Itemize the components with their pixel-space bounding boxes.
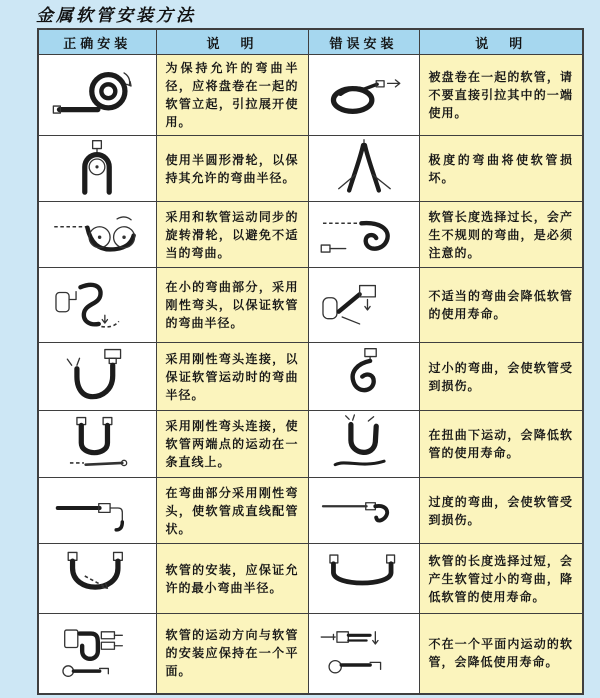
out-of-plane-motion-icon bbox=[316, 623, 412, 679]
table-row bbox=[38, 411, 583, 478]
excessive-bend-icon bbox=[316, 480, 412, 536]
improper-bend-icon bbox=[316, 275, 412, 331]
rigid-elbow-connection-icon bbox=[49, 346, 145, 402]
out-of-plane-motion-icon bbox=[316, 623, 412, 679]
correct-image-cell bbox=[38, 478, 156, 544]
wrong-image-cell bbox=[308, 268, 419, 343]
twisted-motion-icon bbox=[316, 414, 412, 470]
table-row bbox=[38, 202, 583, 268]
endpoints-inline-icon bbox=[49, 414, 145, 470]
coiled-hose-standing-icon bbox=[49, 65, 145, 121]
correct-image-cell bbox=[38, 614, 156, 694]
col-header-wrong-description: 说 明 bbox=[419, 29, 583, 55]
wrong-description: 软管的长度选择过短，会产生软管过小的弯曲，降低软管的使用寿命。 bbox=[419, 544, 583, 614]
wrong-image-cell bbox=[308, 411, 419, 478]
wrong-description: 软管长度选择过长，会产生不规则的弯曲，是必须注意的。 bbox=[419, 202, 583, 268]
too-small-bend-icon bbox=[316, 346, 412, 402]
rigid-elbow-connection-icon bbox=[49, 346, 145, 402]
endpoints-inline-icon bbox=[49, 414, 145, 470]
correct-image-cell bbox=[38, 268, 156, 343]
wrong-description: 被盘卷在一起的软管，请不要直接引拉其中的一端使用。 bbox=[419, 55, 583, 136]
wrong-description: 不适当的弯曲会降低软管的使用寿命。 bbox=[419, 268, 583, 343]
correct-image-cell bbox=[38, 343, 156, 411]
col-header-wrong-install: 错误安装 bbox=[308, 29, 419, 55]
correct-image-cell bbox=[38, 55, 156, 136]
col-header-correct-description: 说 明 bbox=[156, 29, 308, 55]
table-row bbox=[38, 614, 583, 694]
straight-piping-icon bbox=[49, 480, 145, 536]
extreme-bend-icon bbox=[316, 138, 412, 194]
same-plane-motion-icon bbox=[49, 623, 145, 679]
table-header-row bbox=[38, 29, 583, 55]
wrong-description: 过度的弯曲，会使软管受到损伤。 bbox=[419, 478, 583, 544]
correct-description: 为保持允许的弯曲半径，应将盘卷在一起的软管立起，引拉展开使用。 bbox=[156, 55, 308, 136]
page-title: 金属软管安装方法 bbox=[36, 6, 196, 26]
wrong-image-cell bbox=[308, 343, 419, 411]
wrong-image-cell bbox=[308, 614, 419, 694]
correct-description: 使用半圆形滑轮，以保持其允许的弯曲半径。 bbox=[156, 136, 308, 202]
table-body bbox=[38, 55, 583, 694]
correct-description: 采用刚性弯头连接，使软管两端点的运动在一条直线上。 bbox=[156, 411, 308, 478]
correct-image-cell bbox=[38, 202, 156, 268]
too-small-bend-icon bbox=[316, 346, 412, 402]
wrong-description: 极度的弯曲将使软管损坏。 bbox=[419, 136, 583, 202]
col-header-correct-install: 正确安装 bbox=[38, 29, 156, 55]
synchronized-pulley-icon bbox=[49, 204, 145, 260]
correct-description: 采用刚性弯头连接，以保证软管运动时的弯曲半径。 bbox=[156, 343, 308, 411]
excessive-bend-icon bbox=[316, 480, 412, 536]
table-row bbox=[38, 55, 583, 136]
wrong-image-cell bbox=[308, 55, 419, 136]
installation-guide-table bbox=[37, 28, 584, 695]
irregular-bend-icon bbox=[316, 204, 412, 260]
correct-description: 采用和软管运动同步的旋转滑轮，以避免不适当的弯曲。 bbox=[156, 202, 308, 268]
correct-image-cell bbox=[38, 411, 156, 478]
twisted-motion-icon bbox=[316, 414, 412, 470]
coiled-hose-pulled-icon bbox=[316, 65, 412, 121]
semicircular-pulley-icon bbox=[49, 138, 145, 194]
table-row bbox=[38, 136, 583, 202]
min-bend-radius-icon bbox=[49, 548, 145, 604]
irregular-bend-icon bbox=[316, 204, 412, 260]
coiled-hose-standing-icon bbox=[49, 65, 145, 121]
correct-description: 在小的弯曲部分，采用刚性弯头，以保证软管的弯曲半径。 bbox=[156, 268, 308, 343]
wrong-image-cell bbox=[308, 478, 419, 544]
table-row bbox=[38, 478, 583, 544]
min-bend-radius-icon bbox=[49, 548, 145, 604]
correct-description: 在弯曲部分采用刚性弯头，使软管成直线配管状。 bbox=[156, 478, 308, 544]
wrong-description: 过小的弯曲，会使软管受到损伤。 bbox=[419, 343, 583, 411]
correct-description: 软管的安装，应保证允许的最小弯曲半径。 bbox=[156, 544, 308, 614]
rigid-elbow-small-bend-icon bbox=[49, 275, 145, 331]
wrong-image-cell bbox=[308, 202, 419, 268]
table-row bbox=[38, 268, 583, 343]
synchronized-pulley-icon bbox=[49, 204, 145, 260]
semicircular-pulley-icon bbox=[49, 138, 145, 194]
correct-description: 软管的运动方向与软管的安装应保持在一个平面。 bbox=[156, 614, 308, 694]
same-plane-motion-icon bbox=[49, 623, 145, 679]
coiled-hose-pulled-icon bbox=[316, 65, 412, 121]
extreme-bend-icon bbox=[316, 138, 412, 194]
straight-piping-icon bbox=[49, 480, 145, 536]
wrong-description: 不在一个平面内运动的软管，会降低使用寿命。 bbox=[419, 614, 583, 694]
improper-bend-icon bbox=[316, 275, 412, 331]
table-row bbox=[38, 544, 583, 614]
too-short-hose-icon bbox=[316, 548, 412, 604]
wrong-description: 在扭曲下运动，会降低软管的使用寿命。 bbox=[419, 411, 583, 478]
rigid-elbow-small-bend-icon bbox=[49, 275, 145, 331]
too-short-hose-icon bbox=[316, 548, 412, 604]
wrong-image-cell bbox=[308, 544, 419, 614]
wrong-image-cell bbox=[308, 136, 419, 202]
correct-image-cell bbox=[38, 136, 156, 202]
correct-image-cell bbox=[38, 544, 156, 614]
table-row bbox=[38, 343, 583, 411]
